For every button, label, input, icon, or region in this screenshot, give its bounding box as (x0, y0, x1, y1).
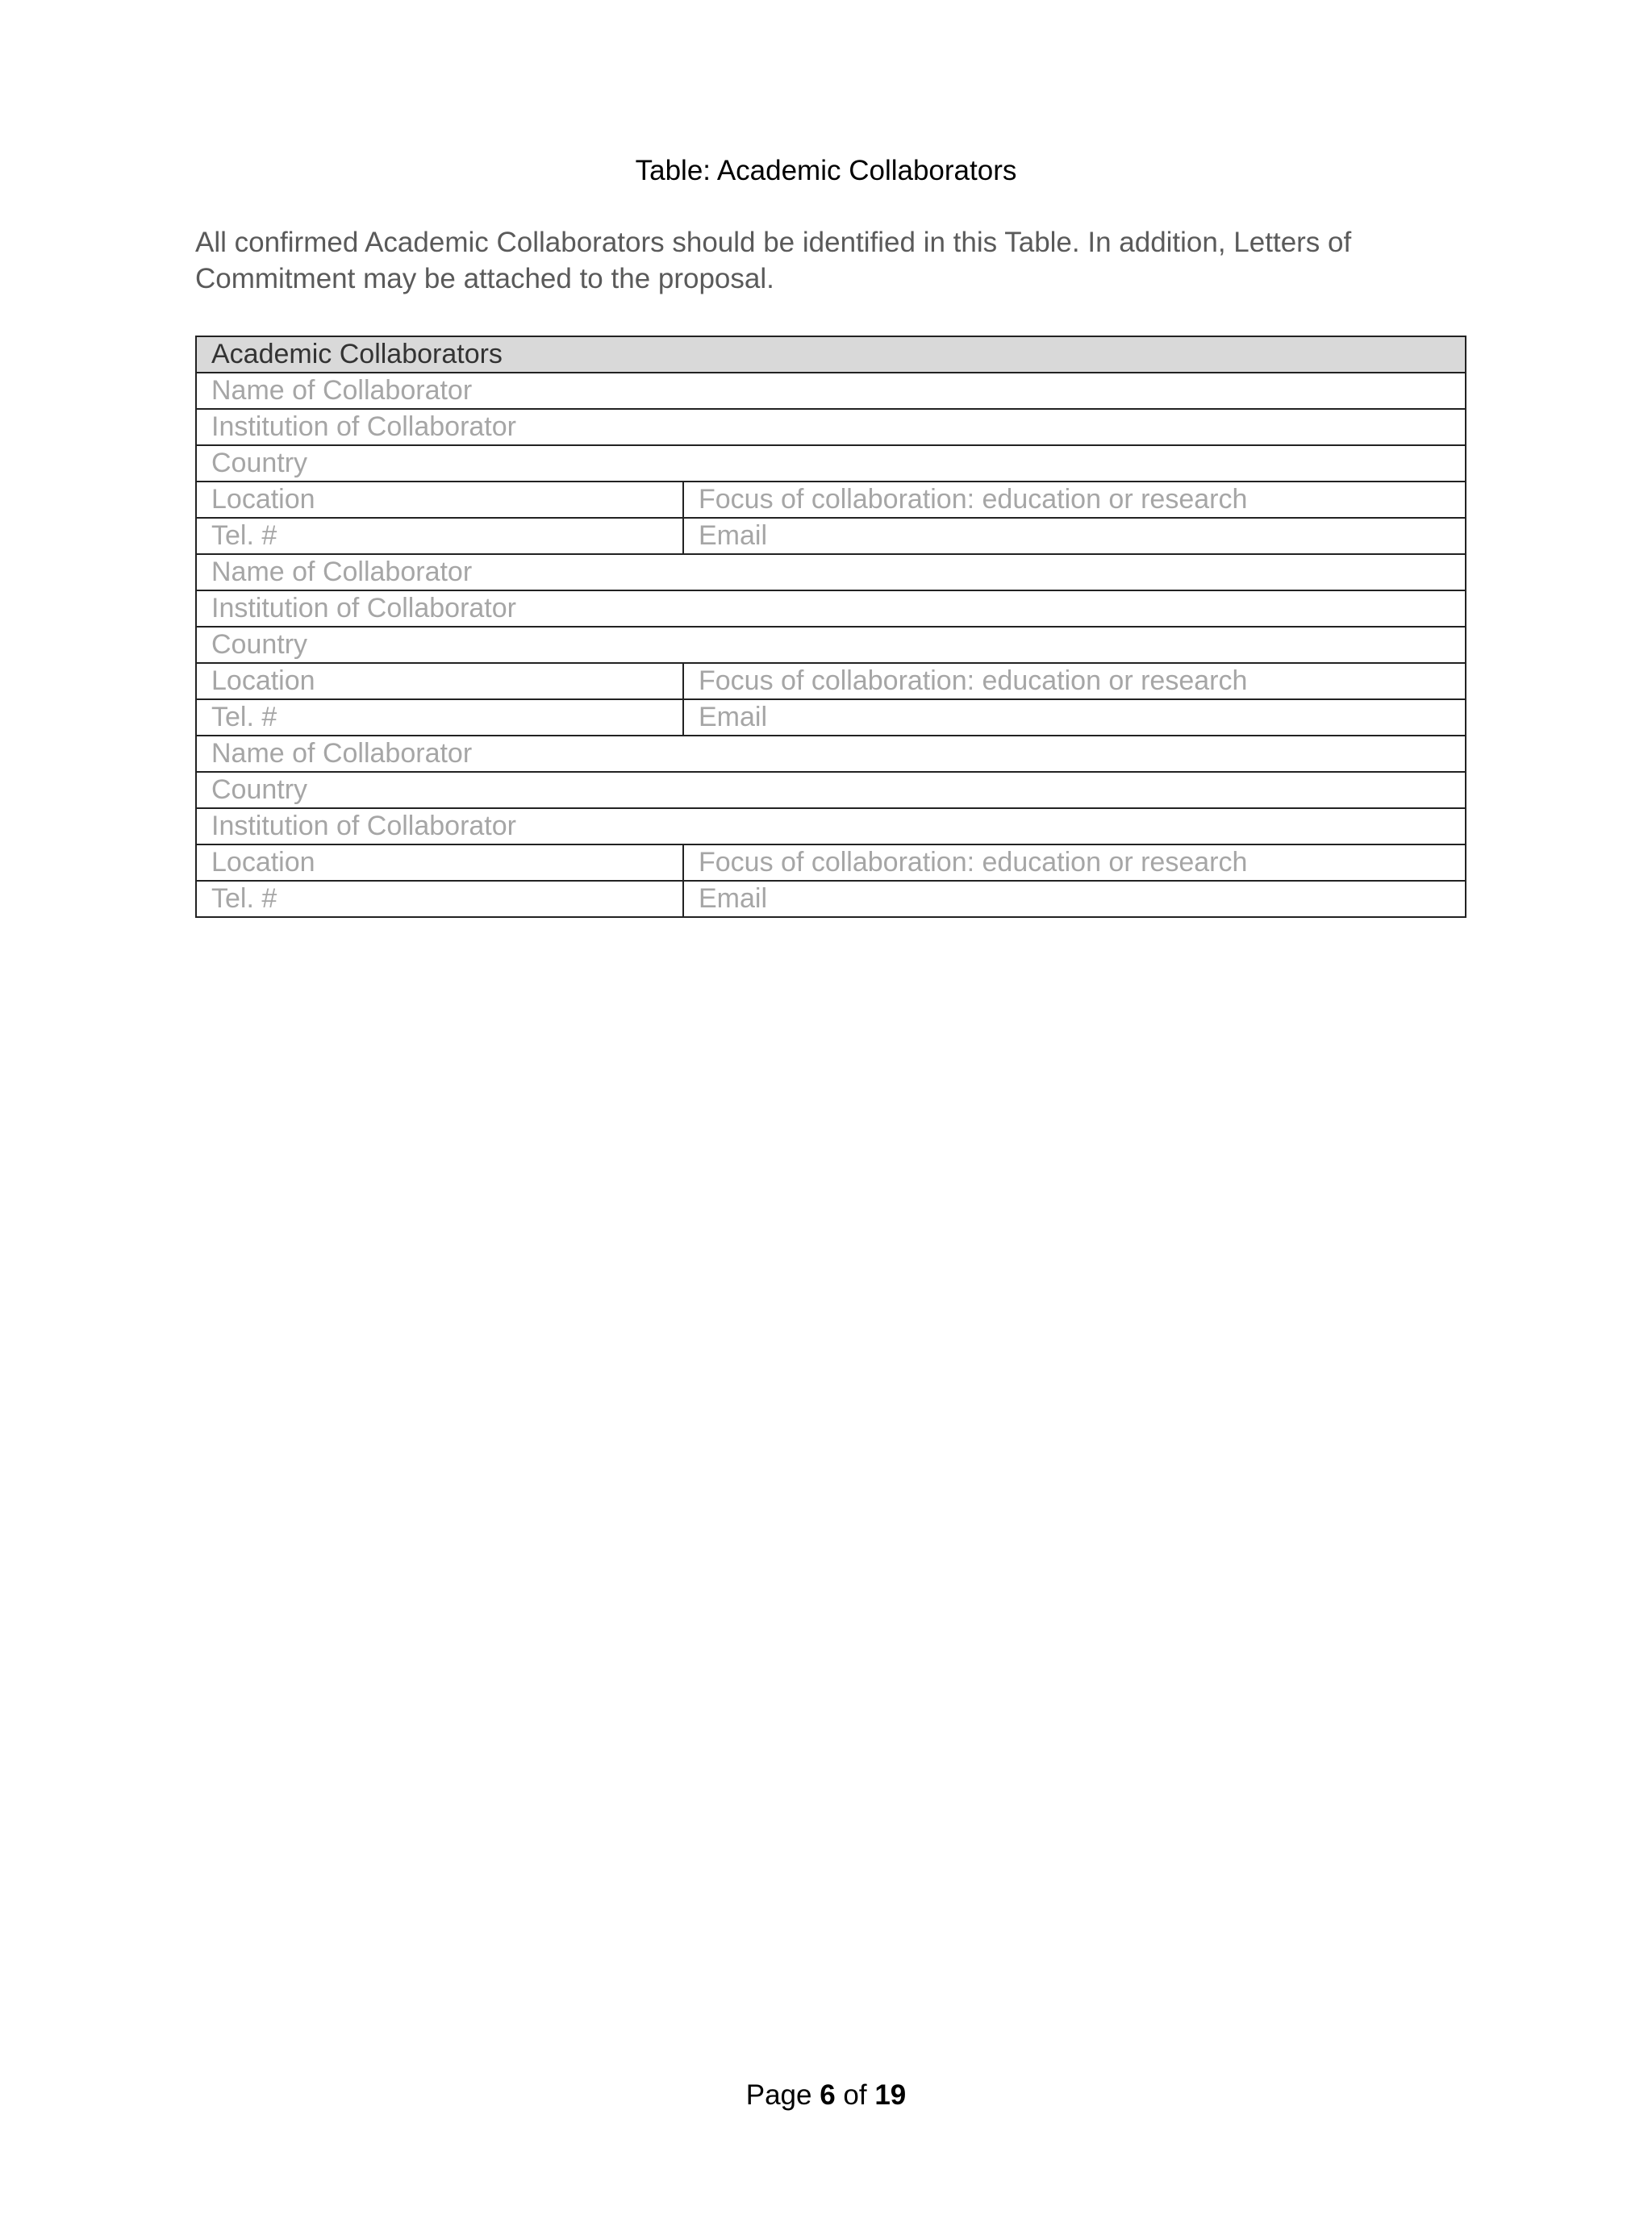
name-of-collaborator-field[interactable]: Name of Collaborator (196, 736, 1466, 772)
total-pages-number: 19 (874, 2079, 907, 2111)
location-field[interactable]: Location (196, 663, 683, 699)
intro-paragraph (195, 224, 1454, 297)
table-row (196, 590, 1466, 627)
intro-line-2: Commitment may be attached to the proposal. (195, 263, 774, 294)
table-row (196, 663, 1466, 699)
institution-field[interactable]: Institution of Collaborator (196, 409, 1466, 445)
intro-line-1: All confirmed Academic Collaborators should be identified in this Table. In addition, Letters of (195, 227, 1352, 258)
institution-field[interactable]: Institution of Collaborator (196, 808, 1466, 844)
academic-collaborators-table (195, 336, 1466, 918)
table-header-row (196, 336, 1466, 373)
focus-field[interactable]: Focus of collaboration: education or research (683, 482, 1466, 518)
location-field[interactable]: Location (196, 482, 683, 518)
focus-field[interactable]: Focus of collaboration: education or research (683, 844, 1466, 881)
page-prefix: Page (745, 2079, 820, 2111)
name-of-collaborator-field[interactable]: Name of Collaborator (196, 373, 1466, 409)
table-row (196, 736, 1466, 772)
country-field[interactable]: Country (196, 627, 1466, 663)
page-of-text: of (835, 2079, 875, 2111)
table-row (196, 445, 1466, 482)
email-field[interactable]: Email (683, 881, 1466, 917)
current-page-number: 6 (820, 2079, 836, 2111)
table-row (196, 772, 1466, 808)
table-row (196, 373, 1466, 409)
institution-field[interactable]: Institution of Collaborator (196, 590, 1466, 627)
table-row (196, 881, 1466, 917)
focus-field[interactable]: Focus of collaboration: education or research (683, 663, 1466, 699)
tel-field[interactable]: Tel. # (196, 518, 683, 554)
tel-field[interactable]: Tel. # (196, 699, 683, 736)
name-of-collaborator-field[interactable]: Name of Collaborator (196, 554, 1466, 590)
page-title: Table: Academic Collaborators (635, 155, 1017, 186)
table-row (196, 627, 1466, 663)
table-row (196, 699, 1466, 736)
email-field[interactable]: Email (683, 518, 1466, 554)
tel-field[interactable]: Tel. # (196, 881, 683, 917)
location-field[interactable]: Location (196, 844, 683, 881)
table-row (196, 518, 1466, 554)
email-field[interactable]: Email (683, 699, 1466, 736)
page-footer (0, 2076, 1652, 2115)
table-row (196, 409, 1466, 445)
table-row (196, 808, 1466, 844)
country-field[interactable]: Country (196, 772, 1466, 808)
table-row (196, 482, 1466, 518)
table-row (196, 844, 1466, 881)
table-header: Academic Collaborators (196, 336, 1466, 373)
table-row (196, 554, 1466, 590)
country-field[interactable]: Country (196, 445, 1466, 482)
